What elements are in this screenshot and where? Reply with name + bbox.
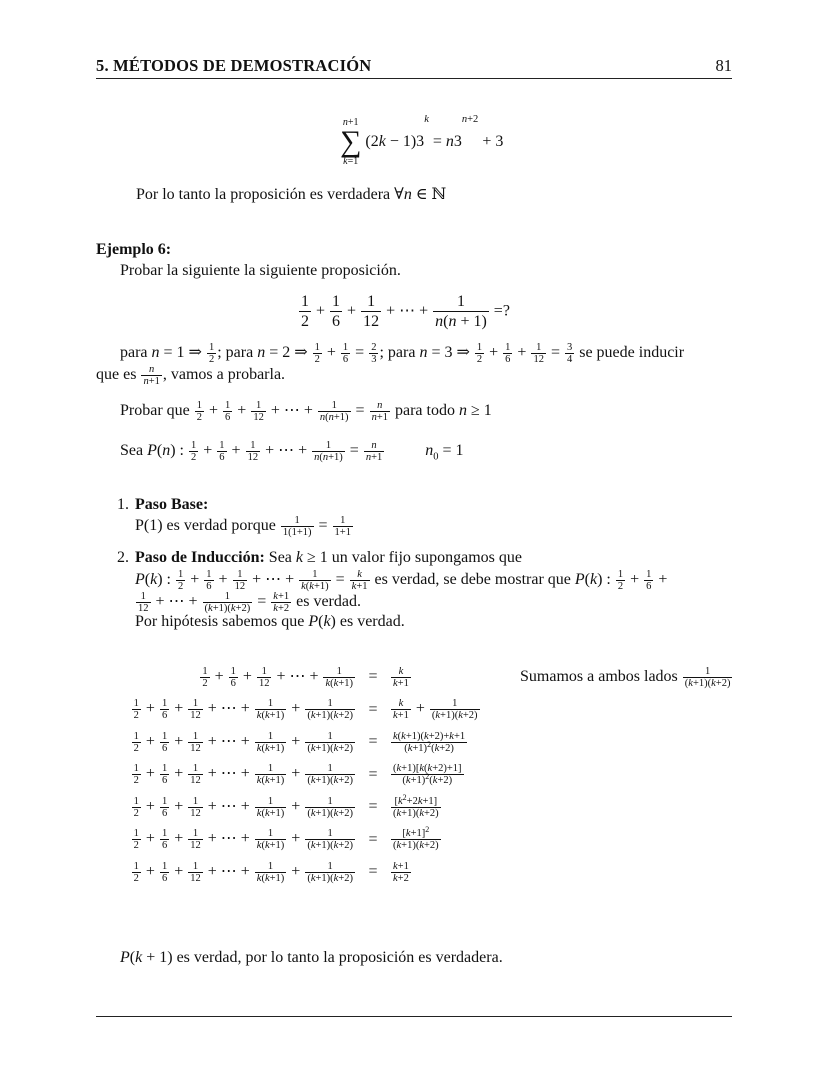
step2-hypothesis-formula: P(k) : $\frac{1}{2}$ + $\frac{1}{6}$ + $\frac{1}{12}$ + ⋯ + $\frac{1}{k(k+1)}$ = $\frac{k}{k+1}$ es verdad, se debe mostrar que P(k) : $\frac{1}{2}$ + $\frac{1}{6}$ + [135, 569, 668, 593]
cases-line: para n = 1 ⇒ $\frac{1}{2}$ ; para n = 2 ⇒ $\frac{1}{2}$ + $\frac{1}{6}$ = $\frac{2}{3}$ ; para n = 3 ⇒ $\frac{1}{2}$ + $\frac{1}{6}$ + $\frac{1}{12}$ = $\frac{3}{4}$ se puede inducir [120, 342, 685, 366]
sum-equation: n+1 ∑ k=1 $(2k - 1)3^k = n3^{n+2} + 3$ [340, 114, 504, 167]
header-rule [96, 78, 732, 79]
step2-hypothesis-note: Por hipótesis sabemos que P(k) es verdad. [135, 613, 405, 630]
intro-conclusion: Por lo tanto la proposición es verdadera ∀n ∈ ℕ [136, 186, 447, 203]
chapter-title: 5. MÉTODOS DE DEMOSTRACIÓN [96, 56, 372, 75]
example-heading: Ejemplo 6: [96, 241, 172, 258]
derivation-row: $\frac{1}{2}$ + $\frac{1}{6}$ + $\frac{1}{12}$ + ⋯ + $\frac{1}{k(k+1)}$ + $\frac{1}{(k+1)(k+2)}$ = $\frac{(k+1)[k(k+2)+1]}{(k+1)^2(k+2)}$ [133, 763, 462, 787]
derivation-row: $\frac{1}{2}$ + $\frac{1}{6}$ + $\frac{1}{12}$ + ⋯ + $\frac{1}{k(k+1)}$ + $\frac{1}{(k+1)(k+2)}$ = $\frac{k}{k+1}$ + $\frac{1}{(k+1)(k+2)}$ [133, 698, 478, 722]
page-number: 81 [715, 56, 732, 75]
derivation-row: $\frac{1}{2}$ + $\frac{1}{6}$ + $\frac{1}{12}$ + ⋯ + $\frac{1}{k(k+1)}$ + $\frac{1}{(k+1)(k+2)}$ = $\frac{k(k+1)(k+2)+k+1}{(k+1)^2(k+2)}$ [133, 730, 466, 754]
derivation-row: $\frac{1}{2}$ + $\frac{1}{6}$ + $\frac{1}{12}$ + ⋯ + $\frac{1}{k(k+1)}$ = $\frac{k}{k+1}$ Sumamos a ambos lados $\frac{1}{(k+1)(k+2)}$ [96, 661, 733, 694]
prove-statement: Probar que $\frac{1}{2}$ + $\frac{1}{6}$ + $\frac{1}{12}$ + ⋯ + $\frac{1}{n(n+1)}$ = $\frac{n}{n+1}$ para todo n ≥ 1 [120, 400, 492, 424]
definition-pn: Sea P(n) : $\frac{1}{2}$ + $\frac{1}{6}$ + $\frac{1}{12}$ + ⋯ + $\frac{1}{n(n+1)}$ = $\frac{n}{n+1}$ $n_0 = 1$ [120, 440, 464, 464]
derivation-row: $\frac{1}{2}$ + $\frac{1}{6}$ + $\frac{1}{12}$ + ⋯ + $\frac{1}{k(k+1)}$ + $\frac{1}{(k+1)(k+2)}$ = $\frac{[k^2+2k+1]}{(k+1)(k+2)}$ [133, 792, 439, 819]
footer-rule [96, 1016, 732, 1017]
induce-line: que es $\frac{n}{n+1}$ , vamos a probarla. [96, 364, 286, 388]
sigma-symbol: n+1 ∑ k=1 [340, 117, 362, 167]
derivation-row: $\frac{1}{2}$ + $\frac{1}{6}$ + $\frac{1}{12}$ + ⋯ + $\frac{1}{k(k+1)}$ + $\frac{1}{(k+1)(k+2)}$ = $\frac{[k+1]^2}{(k+1)(k+2)}$ [133, 825, 439, 852]
final-statement: P(k + 1) es verdad, por lo tanto la proposición es verdadera. [120, 949, 503, 966]
example-statement: Probar la siguiente la siguiente proposición. [120, 262, 401, 279]
step2-goal-formula: $\frac{1}{12}$ + ⋯ + $\frac{1}{(k+1)(k+2)}$ = $\frac{k+1}{k+2}$ es verdad. [138, 591, 361, 615]
derivation-table [96, 661, 733, 889]
step1-text: P(1) es verdad porque $\frac{1}{1(1+1)}$ = $\frac{1}{1+1}$ [135, 515, 351, 539]
step1-heading: 1. Paso Base: [117, 496, 209, 513]
derivation-row: $\frac{1}{2}$ + $\frac{1}{6}$ + $\frac{1}{12}$ + ⋯ + $\frac{1}{k(k+1)}$ + $\frac{1}{(k+1)(k+2)}$ = $\frac{k+1}{k+2}$ [133, 860, 409, 884]
series-question: $\frac{1}{2}$ + $\frac{1}{6}$ + $\frac{1}{12}$ + ⋯ + $\frac{1}{n(n + 1)}$ =? [301, 293, 510, 331]
step2-heading: 2. Paso de Inducción: Sea k ≥ 1 un valor fijo supongamos que [117, 549, 522, 566]
derivation-note: Sumamos a ambos lados $\frac{1}{(k+1)(k+2)}$ [520, 665, 731, 689]
